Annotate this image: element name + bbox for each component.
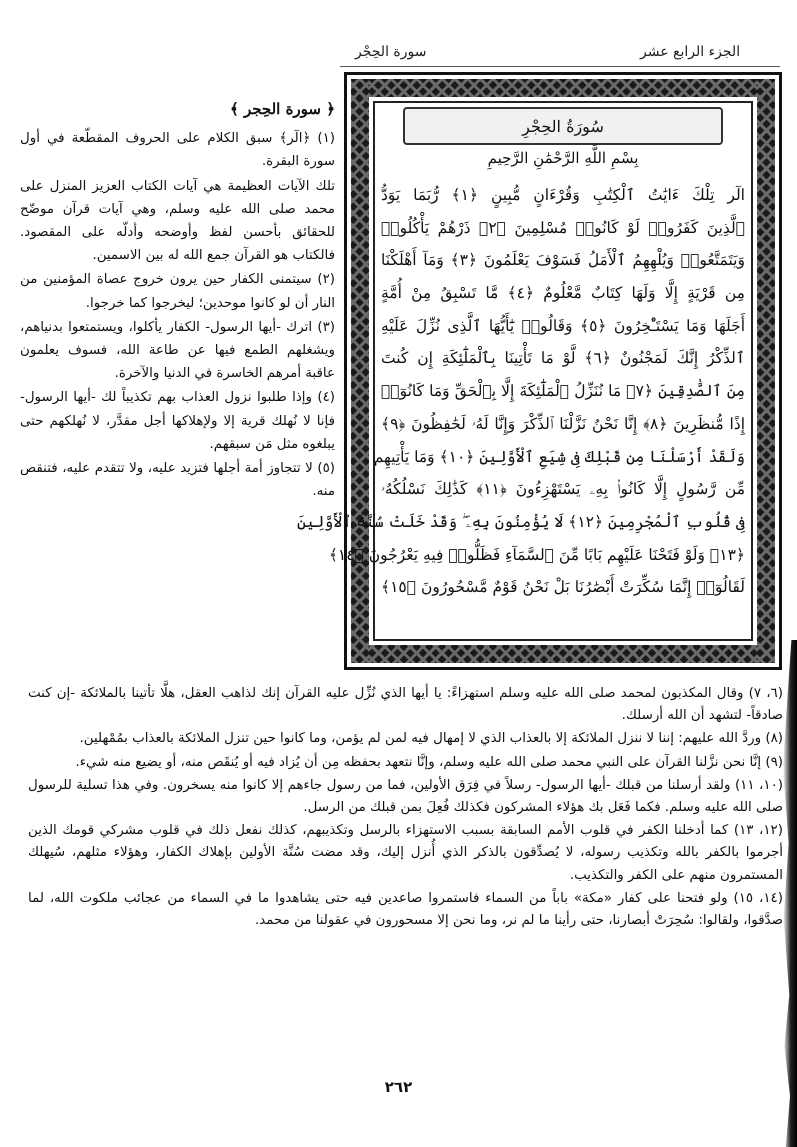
quran-frame: [296, 72, 782, 670]
torn-page-edge: [783, 640, 797, 1147]
ayah-line: أَجَلَهَا وَمَا يَسْتَـْٔخِرُونَ ﴿٥﴾ وَقَالُوا۟ يَٰٓأَيُّهَا ٱلَّذِى نُزِّلَ عَلَيْهِ: [381, 316, 745, 335]
commentary-paragraph: (٣) اترك -أيها الرسول- الكفار يأكلوا، ويستمتعوا بدنياهم، ويشغلهم الطمع فيها عن طاعة الله، فسوف يعلمون عاقبة أمرهم الخاسرة في الدنيا والآخرة.: [20, 319, 335, 382]
header-rule: [340, 66, 780, 67]
page-number: ٢٦٢: [384, 1078, 413, 1096]
ayah-line: إِذًا مُّنظَرِينَ ﴿٨﴾ إِنَّا نَحْنُ نَزَّلْنَا ٱلذِّكْرَ وَإِنَّا لَهُۥ لَحَٰفِظُونَ ﴿٩﴾: [381, 414, 746, 433]
side-commentary-title: ﴿ سورة الحِجر ﴾: [229, 100, 335, 118]
ayah-line: لَقَالُوٓا۟ إِنَّمَا سُكِّرَتْ أَبْصَٰرُنَا بَلْ نَحْنُ قَوْمٌ مَّسْحُورُونَ ﴿١٥﴾: [381, 578, 745, 597]
commentary-paragraph: (١) ﴿الٓر﴾ سبق الكلام على الحروف المقطّعة في أول سورة البقرة.: [20, 131, 335, 170]
ayah-lines: [296, 179, 746, 604]
ayah-line: ﴿١٣﴾ وَلَوْ فَتَحْنَا عَلَيْهِم بَابًا مِّنَ ٱلسَّمَآءِ فَظَلُّوا۟ فِيهِ يَعْرُجُونَ ﴿١٤﴾: [328, 545, 745, 564]
side-commentary: [20, 98, 335, 504]
ayah-line: وَيَتَمَتَّعُوا۟ وَيُلْهِهِمُ ٱلْأَمَلُ فَسَوْفَ يَعْلَمُونَ ﴿٣﴾ وَمَآ أَهْلَكْنَا: [381, 251, 745, 270]
ayah-line: مِّن رَّسُولٍ إِلَّا كَانُوا۟ بِهِۦ يَسْتَهْزِءُونَ ﴿١١﴾ كَذَٰلِكَ نَسْلُكُهُۥ: [381, 480, 745, 499]
basmala: بِسْمِ اللَّهِ الرَّحْمَٰنِ الرَّحِيمِ: [487, 149, 639, 167]
ayah-line: ٱلذِّكْرُ إِنَّكَ لَمَجْنُونٌ ﴿٦﴾ لَّوْ مَا تَأْتِينَا بِٱلْمَلَٰٓئِكَةِ إِن كُنتَ: [381, 349, 745, 368]
commentary-paragraph: (٤) وإذا طلبوا نزول العذاب بهم تكذيباً لك -أيها الرسول- فإنا لا نُهلك قرية إلا ولإهلاكها أجل مقدَّر، لا نُهلكهم حتى يبلغوه مثل مَن سبقهم.: [20, 390, 335, 452]
surah-name-header: سورة الحِجْر: [355, 44, 427, 60]
ayah-line: مِن قَرْيَةٍ إِلَّا وَلَهَا كِتَابٌ مَّعْلُومٌ ﴿٤﴾ مَّا تَسْبِقُ مِنْ أُمَّةٍ: [381, 284, 745, 303]
juz-header: الجزء الرابع عشر: [640, 44, 741, 60]
bottom-commentary: [28, 683, 783, 933]
commentary-paragraph: تلك الآيات العظيمة هي آيات الكتاب العزيز المنزل على محمد صلى الله عليه وسلم، وهي آيات قرآن موضّح للحقائق بأحسن لفظ وأوضحه وأدلّه على المقصود. فالكتاب هو القرآن جمع الله له بين الاسمين.: [20, 178, 335, 264]
ayah-line: مِنَ ٱلصَّٰدِقِينَ ﴿٧﴾ مَا نُنَزِّلُ ٱلْمَلَٰٓئِكَةَ إِلَّا بِٱلْحَقِّ وَمَا كَانُوٓا۟: [381, 382, 745, 401]
commentary-paragraph: (٨) وردَّ الله عليهم: إننا لا ننزل الملائكة إلا بالعذاب الذي لا إمهال فيه لمن لم يؤمن، وما كانوا حين تنزل الملائكة بالعذاب بمُمْهلين.: [79, 731, 783, 747]
commentary-paragraph: (١٠، ١١) ولقد أرسلنا من قبلك -أيها الرسول- رسلاً في فِرَق الأولين، فما من رسول جاءهم إلا كانوا منه يسخرون. وفي هذا تسلية للرسول صلى الله عليه وسلم. فكما فَعَل بك هؤلاء المشركون فكذلك فُعِلَ بمن قبلك من الرسل.: [28, 777, 783, 816]
ayah-line: الٓر تِلْكَ ءَايَٰتُ ٱلْكِتَٰبِ وَقُرْءَانٍ مُّبِينٍ ﴿١﴾ رُّبَمَا يَوَدُّ: [381, 186, 745, 204]
commentary-paragraph: (٦، ٧) وقال المكذبون لمحمد صلى الله عليه وسلم استهزاءً: يا أيها الذي نُزِّل عليه القرآن إنك لذاهب العقل، هلَّا تأتينا بالملائكة -إن كنت صادقاً- لتشهد أن الله أرسلك.: [28, 686, 783, 724]
ayah-line: وَلَقَدْ أَرْسَلْنَا مِن قَبْلِكَ فِى شِيَعِ ٱلْأَوَّلِينَ ﴿١٠﴾ وَمَا يَأْتِيهِم: [373, 447, 745, 466]
ayah-line: ٱلَّذِينَ كَفَرُوا۟ لَوْ كَانُوا۟ مُسْلِمِينَ ﴿٢﴾ ذَرْهُمْ يَأْكُلُوا۟: [381, 218, 745, 237]
quran-text-area: [296, 101, 753, 641]
ayah-line: فِى قُلُوبِ ٱلْمُجْرِمِينَ ﴿١٢﴾ لَا يُؤْمِنُونَ بِهِۦ ۖ وَقَدْ خَلَتْ سُنَّةُ ٱلْأَوَّلِينَ: [296, 512, 745, 531]
surah-banner: سُورَةُ الحِجْرِ: [403, 107, 723, 145]
commentary-paragraph: (١٤، ١٥) ولو فتحنا على كفار «مكة» باباً من السماء فاستمروا صاعدين فيه حتى يشاهدوا ما في السماء من عجائب ملكوت الله، لما صدَّقوا، ولقالوا: سُحِرَتْ أبصارنا، حتى رأينا ما لم نر، وما نحن إلا مسحورون في عقولنا من محمد.: [28, 890, 783, 929]
commentary-paragraph: (٢) سيتمنى الكفار حين يرون خروج عصاة المؤمنين من النار أن لو كانوا موحدين؛ ليخرجوا كما خرجوا.: [20, 272, 335, 311]
commentary-paragraph: (٥) لا تتجاوز أمة أجلها فتزيد عليه، ولا تتقدم عليه، فتنقص منه.: [20, 461, 335, 500]
commentary-paragraph: (١٢، ١٣) كما أدخلنا الكفر في قلوب الأمم السابقة بسبب الاستهزاء بالرسل وتكذيبهم، كذلك نفعل ذلك في قلوب مشركي قومك الذين أجرموا بالكفر بالله وتكذيب رسوله، لا يُصدِّقون بالذكر الذي أُنزل إليك، وقد مضت سُنَّة الأولين بإهلاك الكفار، وهؤلاء مثلهم، سُيهلك المستمرون منهم على الكفر والتكذيب.: [28, 823, 783, 883]
commentary-paragraph: (٩) إنَّا نحن نزَّلنا القرآن على النبي محمد صلى الله عليه وسلم، وإنَّا نتعهد بحفظه مِن أن يُزاد فيه أو يُنقَص منه، أو يضيع منه شيء.: [75, 754, 783, 770]
